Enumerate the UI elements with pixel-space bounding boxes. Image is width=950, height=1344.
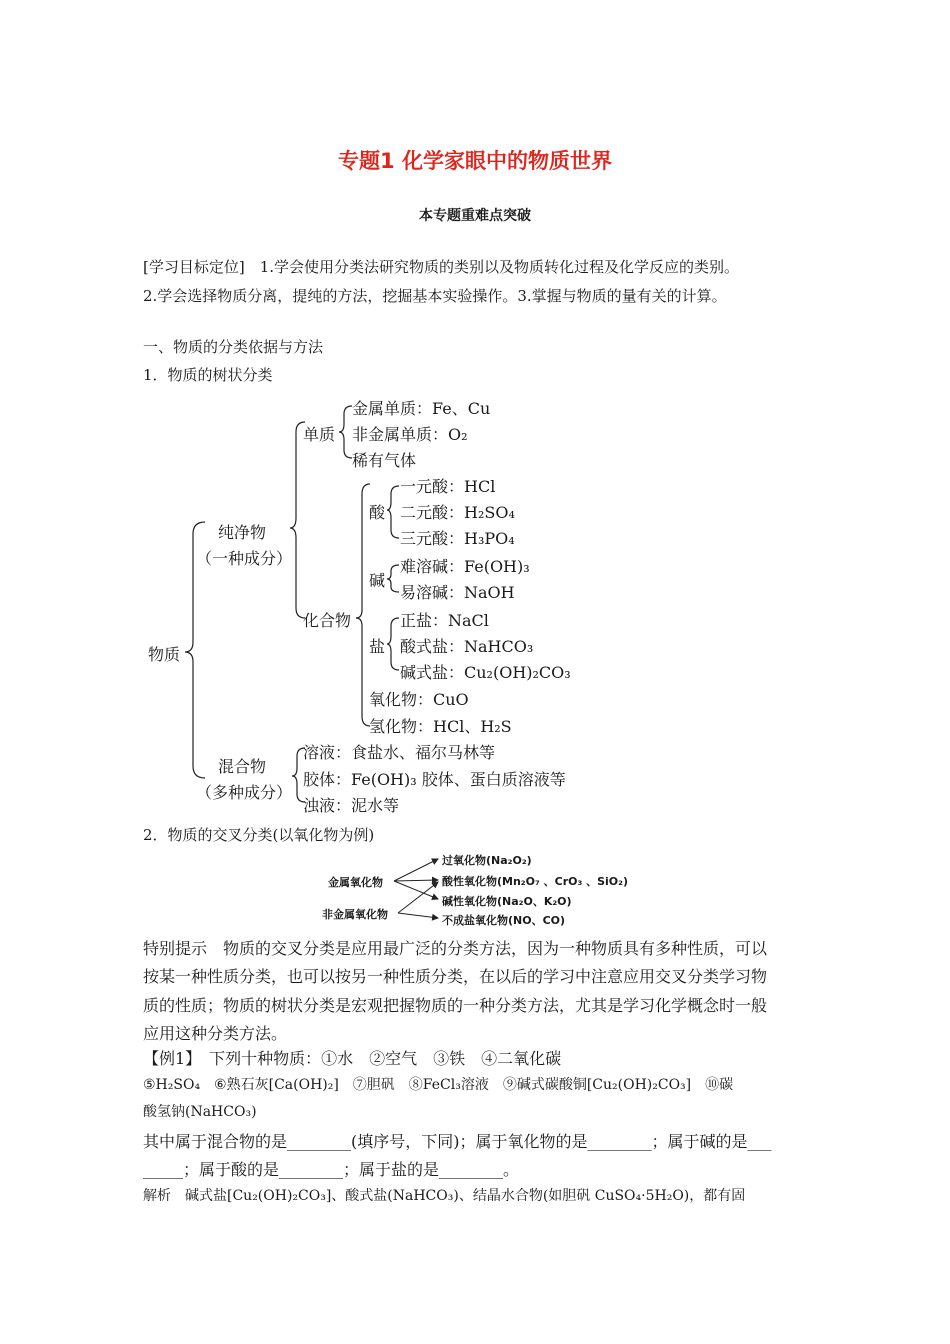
- tree-pure-note: （一种成分）: [196, 549, 293, 568]
- cross-basic-oxide: 碱性氧化物(Na₂O、K₂O): [442, 895, 572, 908]
- tree-root: 物质: [148, 645, 181, 664]
- tree-noble-gas: 稀有气体: [352, 451, 417, 470]
- tree-oxide: 氧化物：CuO: [369, 690, 469, 709]
- tree-acid-tri: 三元酸：H₃PO₄: [400, 529, 515, 548]
- subsection-heading-2: 2．物质的交叉分类(以氧化物为例): [143, 826, 375, 844]
- tree-acid-di: 二元酸：H₂SO₄: [400, 503, 515, 522]
- page-subtitle: 本专题重难点突破: [419, 208, 531, 224]
- page-title: 专题1 化学家眼中的物质世界: [338, 149, 612, 173]
- learning-goals-line-2: 2.学会选择物质分离，提纯的方法，挖掘基本实验操作。3.掌握与物质的量有关的计算。: [143, 287, 727, 305]
- tree-pure-substance: 纯净物: [218, 523, 267, 542]
- tip-line-1: 特别提示 物质的交叉分类是应用最广泛的分类方法，因为一种物质具有多种性质，可以: [143, 939, 768, 958]
- subsection-heading-1: 1．物质的树状分类: [143, 366, 273, 384]
- tree-solution: 溶液：食盐水、福尔马林等: [303, 743, 496, 762]
- tree-mixture: 混合物: [218, 757, 267, 776]
- tree-acid-mono: 一元酸：HCl: [400, 477, 496, 496]
- cross-acidic-oxide: 酸性氧化物(Mn₂O₇ 、CrO₃ 、SiO₂): [442, 875, 629, 888]
- tip-line-2: 按某一种性质分类，也可以按另一种性质分类，在以后的学习中注意应用交叉分类学习物: [143, 967, 768, 986]
- section-heading-1: 一、物质的分类依据与方法: [143, 338, 324, 356]
- cross-metal-oxide: 金属氧化物: [328, 876, 383, 889]
- tree-element: 单质: [303, 425, 336, 444]
- tree-base-soluble: 易溶碱：NaOH: [400, 583, 515, 602]
- tree-salt-normal: 正盐：NaCl: [400, 611, 489, 630]
- tip-line-3: 质的性质；物质的树状分类是宏观把握物质的一种分类方法，尤其是学习化学概念时一般: [143, 996, 768, 1015]
- example-line-2: ⑤H₂SO₄ ⑥熟石灰[Ca(OH)₂] ⑦胆矾 ⑧FeCl₃溶液 ⑨碱式碳酸铜[Cu₂(OH)₂CO₃] ⑩碳: [143, 1077, 734, 1093]
- example-line-4: 其中属于混合物的是________(填序号，下同)；属于氧化物的是________；属于碱的是___: [143, 1132, 772, 1151]
- cross-peroxide: 过氧化物(Na₂O₂): [442, 854, 532, 867]
- example-line-3: 酸氢钠(NaHCO₃): [143, 1104, 257, 1120]
- tree-base-insoluble: 难溶碱：Fe(OH)₃: [400, 557, 530, 576]
- example-line-5: _____；属于酸的是________；属于盐的是________。: [143, 1160, 520, 1179]
- tree-acid: 酸: [369, 503, 386, 522]
- tree-nonmetal-element: 非金属单质：O₂: [352, 425, 468, 444]
- analysis-line-1: 解析 碱式盐[Cu₂(OH)₂CO₃]、酸式盐(NaHCO₃)、结晶水合物(如胆矾 CuSO₄·5H₂O)，都有固: [143, 1188, 746, 1204]
- example-line-1: 【例1】 下列十种物质：①水 ②空气 ③铁 ④二氧化碳: [143, 1049, 562, 1068]
- tree-compound: 化合物: [303, 611, 352, 630]
- tree-colloid: 胶体：Fe(OH)₃ 胶体、蛋白质溶液等: [303, 770, 566, 789]
- cross-non-salt-oxide: 不成盐氧化物(NO、CO): [442, 914, 566, 927]
- tree-salt-basic: 碱式盐：Cu₂(OH)₂CO₃: [400, 663, 571, 682]
- tree-metal-element: 金属单质：Fe、Cu: [352, 399, 491, 418]
- tree-mixture-note: （多种成分）: [196, 783, 293, 802]
- tree-base: 碱: [369, 571, 386, 590]
- tree-suspension: 浊液：泥水等: [303, 796, 400, 815]
- tree-salt: 盐: [369, 637, 386, 656]
- cross-nonmetal-oxide: 非金属氧化物: [322, 908, 388, 921]
- tip-line-4: 应用这种分类方法。: [143, 1024, 288, 1043]
- tree-salt-acid: 酸式盐：NaHCO₃: [400, 637, 534, 656]
- learning-goals-line-1: [学习目标定位] 1.学会使用分类法研究物质的类别以及物质转化过程及化学反应的类别。: [143, 258, 740, 276]
- tree-hydride: 氢化物：HCl、H₂S: [369, 717, 512, 736]
